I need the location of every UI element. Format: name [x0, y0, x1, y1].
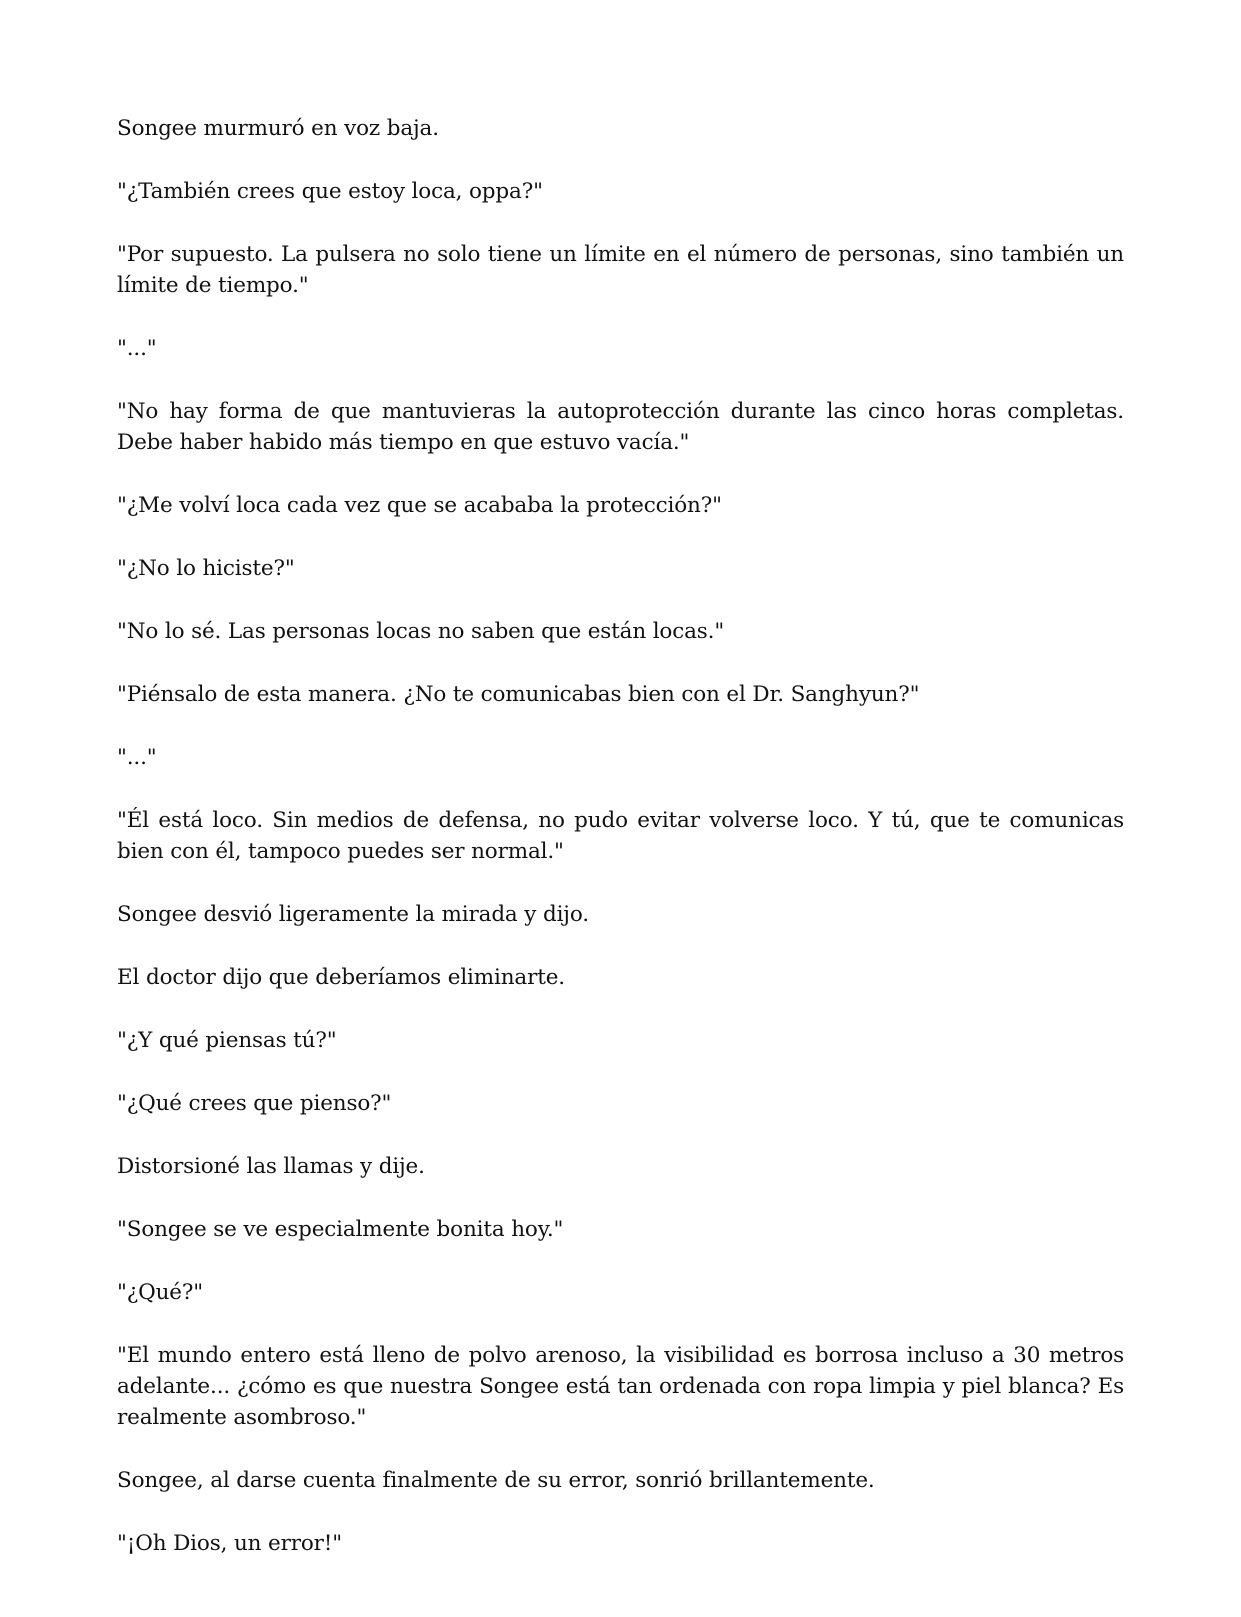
paragraph-14: "¿Y qué piensas tú?"	[117, 1028, 337, 1053]
paragraph-11: "Él está loco. Sin medios de defensa, no pudo evitar volverse loco. Y tú, que te comunicas bien con él, tampoco puedes ser normal."	[117, 808, 1124, 864]
paragraph-5: "No hay forma de que mantuvieras la autoprotección durante las cinco horas completas. Debe haber habido más tiempo en que estuvo vacía."	[117, 399, 1124, 455]
paragraph-20: Songee, al darse cuenta finalmente de su error, sonrió brillantemente.	[117, 1468, 875, 1493]
paragraph-12: Songee desvió ligeramente la mirada y dijo.	[117, 902, 589, 927]
paragraph-3: "Por supuesto. La pulsera no solo tiene un límite en el número de personas, sino también un límite de tiempo."	[117, 242, 1124, 298]
paragraph-17: "Songee se ve especialmente bonita hoy."	[117, 1217, 564, 1242]
paragraph-1: Songee murmuró en voz baja.	[117, 116, 439, 141]
paragraph-19: "El mundo entero está lleno de polvo arenoso, la visibilidad es borrosa incluso a 30 metros adelante... ¿cómo es que nuestra Songee está tan ordenada con ropa limpia y piel blanca? Es realmente asombroso."	[117, 1343, 1124, 1430]
paragraph-15: "¿Qué crees que pienso?"	[117, 1091, 392, 1116]
paragraph-10: "..."	[117, 745, 157, 770]
paragraph-7: "¿No lo hiciste?"	[117, 556, 295, 581]
paragraph-8: "No lo sé. Las personas locas no saben que están locas."	[117, 619, 725, 644]
paragraph-2: "¿También crees que estoy loca, oppa?"	[117, 179, 543, 204]
paragraph-6: "¿Me volví loca cada vez que se acababa la protección?"	[117, 493, 722, 518]
paragraph-13: El doctor dijo que deberíamos eliminarte.	[117, 965, 565, 990]
document-body	[117, 113, 1124, 1591]
paragraph-4: "..."	[117, 336, 157, 361]
paragraph-18: "¿Qué?"	[117, 1280, 203, 1305]
paragraph-16: Distorsioné las llamas y dije.	[117, 1154, 425, 1179]
paragraph-9: "Piénsalo de esta manera. ¿No te comunicabas bien con el Dr. Sanghyun?"	[117, 682, 920, 707]
paragraph-21: "¡Oh Dios, un error!"	[117, 1531, 343, 1556]
